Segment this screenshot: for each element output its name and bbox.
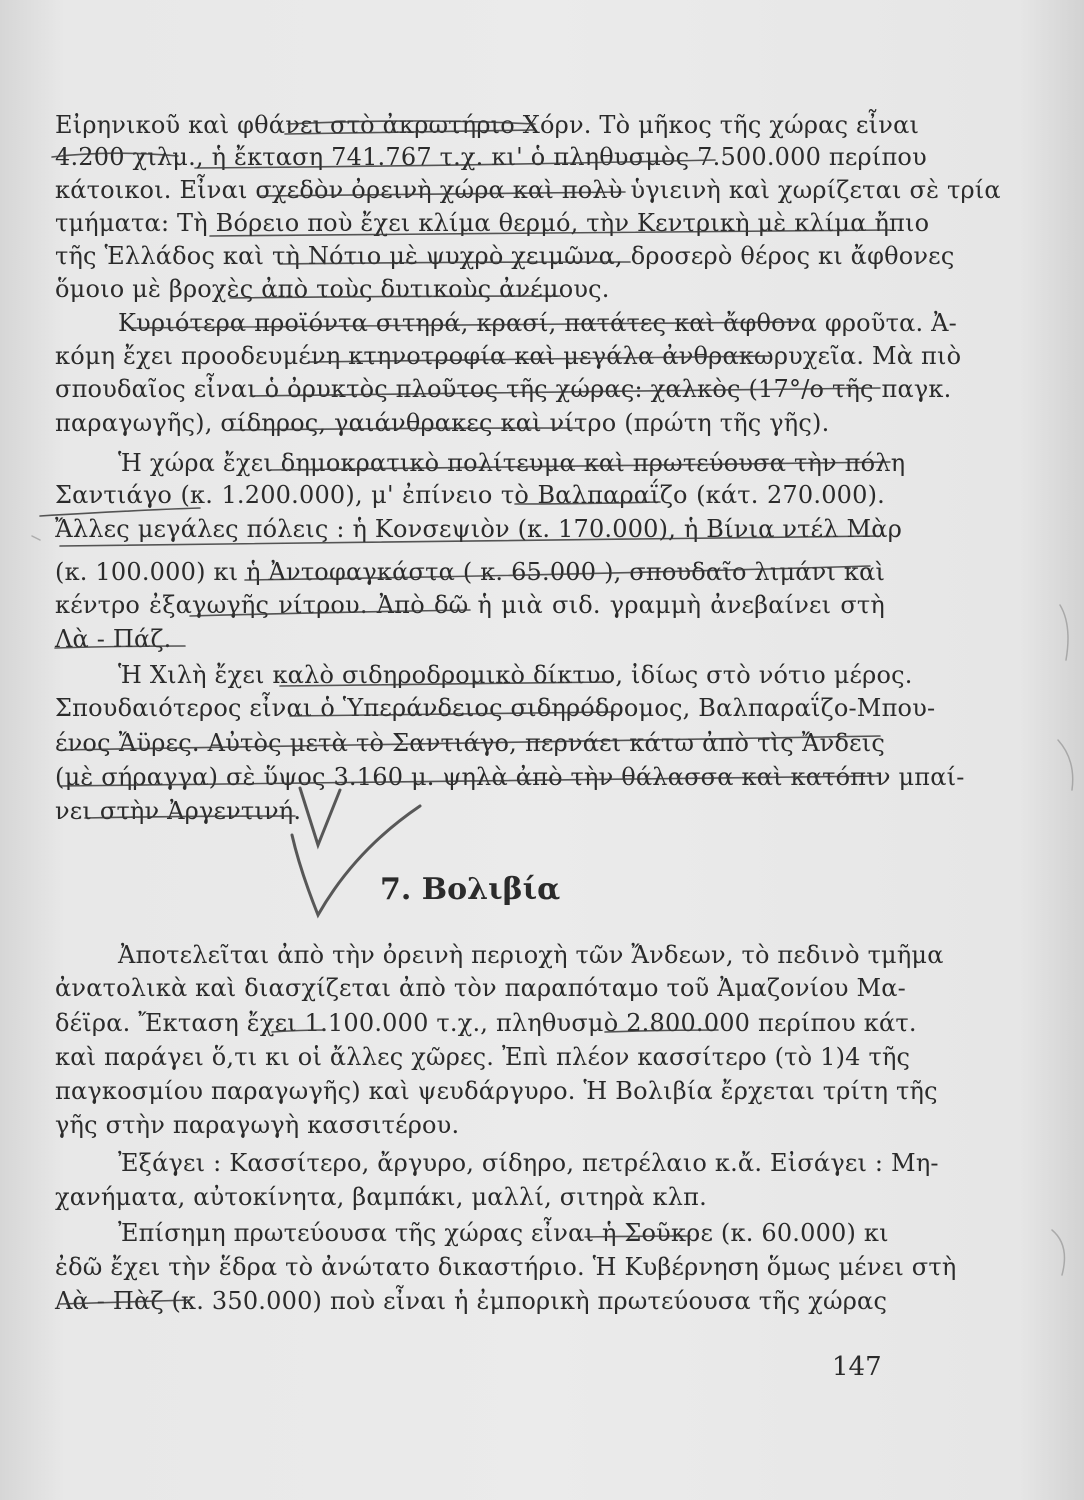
text-line: γῆς στὴν παραγωγὴ κασσιτέρου. <box>55 1111 460 1139</box>
pencil-underline <box>250 388 880 396</box>
text-line: (κ. 100.000) κι ἡ Ἀντοφαγκάστα ( κ. 65.000 ), σπουδαῖο λιμάνι καὶ <box>55 558 886 586</box>
text-line: Ἡ Χιλὴ ἔχει καλὸ σιδηροδρομικὸ δίκτυο, ἰδίως στὸ νότιο μέρος. <box>118 661 913 689</box>
text-line: τμήματα: Τὴ Βόρειο ποὺ ἔχει κλίμα θερμό, τὴν Κεντρικὴ μὲ κλίμα ἤπιο <box>55 209 930 237</box>
check-mark <box>300 788 340 845</box>
text-line: κόμη ἔχει προοδευμένη κτηνοτροφία καὶ μεγάλα ἀνθρακωρυχεῖα. Μὰ πιὸ <box>55 342 962 370</box>
pencil-underline <box>280 262 630 264</box>
text-line: χανήματα, αὐτοκίνητα, βαμπάκι, μαλλί, σιτηρὰ κλπ. <box>55 1183 707 1211</box>
section-heading: 7. Βολιβία <box>380 872 561 907</box>
pencil-underline <box>130 322 800 328</box>
pencil-underline <box>60 736 880 750</box>
pencil-underline <box>210 230 890 236</box>
pencil-underline <box>230 428 580 430</box>
pencil-underline <box>230 296 560 298</box>
text-line: ὅμοιο μὲ βροχὲς ἀπὸ τοὺς δυτικοὺς ἀνέμους. <box>55 275 610 303</box>
pencil-underline <box>280 682 610 686</box>
pencil-strikethrough <box>288 121 535 124</box>
pencil-underline <box>290 712 615 716</box>
text-line: Ἀποτελεῖται ἀπὸ τὴν ὀρεινὴ περιοχὴ τῶν Ἄνδεων, τὸ πεδινὸ τμῆμα <box>118 941 944 969</box>
text-line: καὶ παράγει ὅ,τι κι οἱ ἄλλες χῶρες. Ἐπὶ πλέον κασσίτερο (τὸ 1)4 τῆς <box>55 1043 911 1071</box>
pencil-underline <box>310 356 770 362</box>
page-number: 147 <box>832 1352 882 1382</box>
margin-mark <box>32 536 40 540</box>
text-line: 4.200 χιλμ., ἡ ἔκταση 741.767 τ.χ. κι' ὁ πληθυσμὸς 7.500.000 περίπου <box>55 143 927 171</box>
pencil-underline <box>272 1030 325 1032</box>
text-line: ἐδῶ ἔχει τὴν ἕδρα τὸ ἀνώτατο δικαστήριο. Ἡ Κυβέρνηση ὅμως μένει στὴ <box>55 1253 957 1281</box>
margin-mark <box>1052 1230 1064 1275</box>
pencil-underline <box>260 192 625 196</box>
pencil-underline <box>285 130 535 134</box>
text-line: Ἡ χώρα ἔχει δημοκρατικὸ πολίτευμα καὶ πρωτεύουσα τὴν πόλη <box>118 449 906 477</box>
text-line: νει στὴν Ἀργεντινή. <box>55 797 302 825</box>
text-line: (μὲ σήραγγα) σὲ ὕψος 3.160 μ. ψηλὰ ἀπὸ τὴν θάλασσα καὶ κατόπιν μπαί- <box>55 763 965 791</box>
margin-mark <box>1058 740 1073 790</box>
text-line: παραγωγῆς), σίδηρος, γαιάνθρακες καὶ νίτρο (πρώτη τῆς γῆς). <box>55 409 830 437</box>
pencil-underline <box>195 160 715 168</box>
pencil-underline <box>60 1300 190 1304</box>
text-line: Ἐπίσημη πρωτεύουσα τῆς χώρας εἶναι ἡ Σοῦκρε (κ. 60.000) κι <box>118 1219 889 1247</box>
pencil-underline <box>190 610 470 616</box>
text-line: Σαντιάγο (κ. 1.200.000), μ' ἐπίνειο τὸ Βαλπαραΐζο (κάτ. 270.000). <box>55 481 885 509</box>
margin-mark <box>1060 605 1068 660</box>
text-line: Κυριότερα προϊόντα σιτηρά, κρασί, πατάτες καὶ ἄφθονα φροῦτα. Ἀ- <box>118 309 957 337</box>
text-line: Λὰ - Πάζ. <box>55 625 172 653</box>
pencil-underline <box>55 646 185 648</box>
text-line: σπουδαῖος εἶναι ὁ ὀρυκτὸς πλοῦτος τῆς χώρας: χαλκὸς (17°/o τῆς παγκ. <box>55 375 952 403</box>
pencil-underline <box>245 566 870 580</box>
text-line: Ἐξάγει : Κασσίτερο, ἄργυρο, σίδηρο, πετρέλαιο κ.ἄ. Εἰσάγει : Μη- <box>118 1149 939 1177</box>
text-line: ἀνατολικὰ καὶ διασχίζεται ἀπὸ τὸν παραπόταμο τοῦ Ἀμαζονίου Μα- <box>55 974 906 1002</box>
pencil-underline <box>270 462 890 470</box>
text-line: Σπουδαιότερος εἶναι ὁ Ὑπεράνδειος σιδηρόδρομος, Βαλπαραΐζο-Μπου- <box>55 694 936 722</box>
text-line: δέϊρα. Ἔκταση ἔχει 1.100.000 τ.χ., πληθυσμὸ 2.800.000 περίπου κάτ. <box>55 1009 917 1037</box>
pencil-underline <box>60 536 880 546</box>
text-line: παγκοσμίου παραγωγῆς) καὶ ψευδάργυρο. Ἡ Βολιβία ἔρχεται τρίτη τῆς <box>55 1077 938 1105</box>
pencil-strikethrough <box>52 153 178 157</box>
pencil-underline <box>85 816 295 818</box>
pencil-underline <box>585 1236 690 1237</box>
text-line: ένος Ἄϋρες. Αὐτὸς μετὰ τὸ Σαντιάγο, περνάει κάτω ἀπὸ τὶς Ἄνδεις <box>55 729 885 757</box>
text-line: κάτοικοι. Εἶναι σχεδὸν ὀρεινὴ χώρα καὶ πολὺ ὑγιεινὴ καὶ χωρίζεται σὲ τρία <box>55 176 1001 204</box>
pencil-underline <box>60 776 880 786</box>
pencil-underline <box>605 1030 718 1032</box>
text-line: κέντρο ἐξαγωγῆς νίτρου. Ἀπὸ δῶ ἡ μιὰ σιδ. γραμμὴ ἀνεβαίνει στὴ <box>55 591 885 619</box>
text-line: τῆς Ἑλλάδος καὶ τὴ Νότιο μὲ ψυχρὸ χειμῶνα, δροσερὸ θέρος κι ἄφθονες <box>55 242 955 270</box>
text-line: Εἰρηνικοῦ καὶ φθάνει στὸ ἀκρωτήριο Χόρν. Τὸ μῆκος τῆς χώρας εἶναι <box>55 111 920 139</box>
text-line: Λὰ - Πὰζ (κ. 350.000) ποὺ εἶναι ἡ ἐμπορικὴ πρωτεύουσα τῆς χώρας <box>55 1287 888 1315</box>
pencil-underline <box>40 508 200 516</box>
text-line: Ἄλλες μεγάλες πόλεις : ἡ Κονσεψιὸν (κ. 170.000), ἡ Βίνια ντέλ Μὰρ <box>55 515 902 543</box>
pencil-underline <box>515 502 660 504</box>
